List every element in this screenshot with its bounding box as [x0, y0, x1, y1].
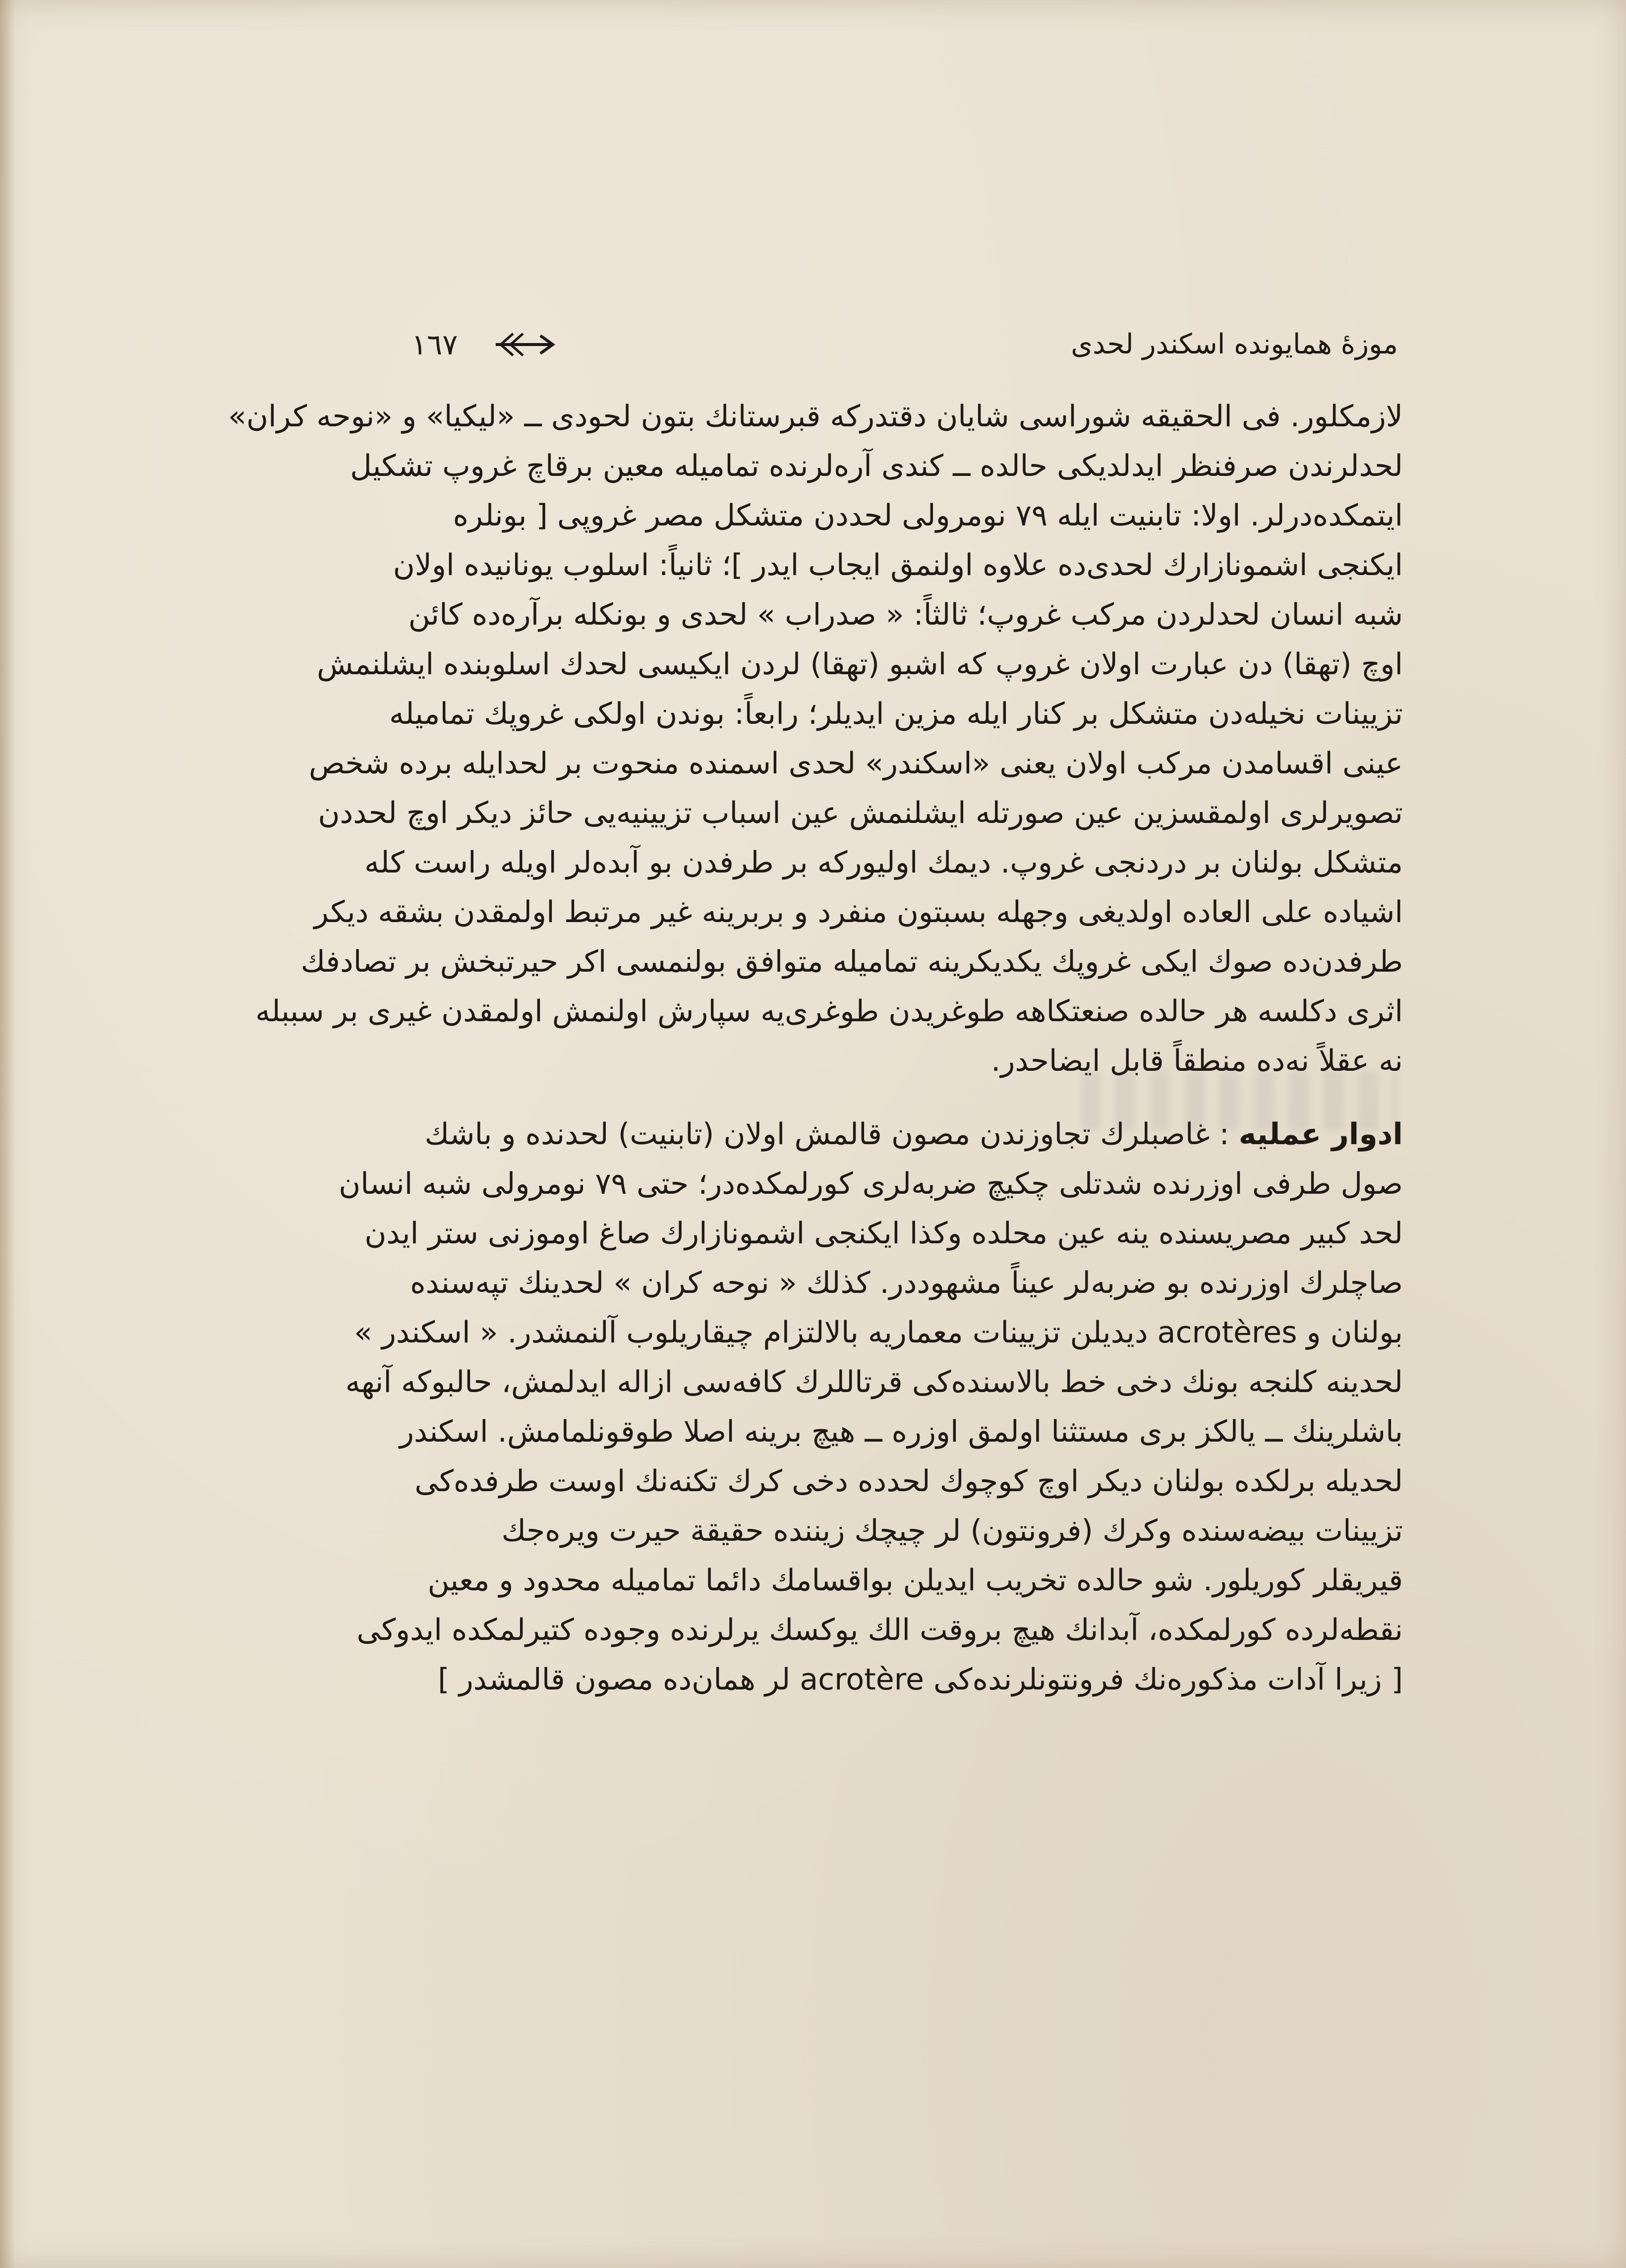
text-line: طرفدن‌ده صوك ايكى غروپك يكديكرينه تماميله متوافق بولنمسى اكر حيرتبخش بر تصادفك	[300, 944, 1403, 979]
text-line: لازمكلور. فى الحقيقه شوراسى شايان دقتدركه قبرستانك بتون لحودى ــ «ليكيا» و «نوحه كران»	[228, 399, 1403, 434]
text-line: شبه انسان لحدلردن مركب غروپ؛ ثالثاً: « صدراب » لحدى و بونكله برآره‌ده كائن	[408, 597, 1403, 632]
text-line: ايتمكده‌درلر. اولا: تابنيت ايله ٧٩ نومرولى لحددن متشكل مصر غروپى [ بونلره	[453, 498, 1403, 533]
text-line: نقطه‌لرده كورلمكده، آبدانك هيچ بروقت الك يوكسك يرلرنده وجوده كتيرلمكده ايدوكى	[356, 1613, 1403, 1647]
text-line: نه عقلاً نه‌ده منطقاً قابل ايضاحدر.	[991, 1044, 1403, 1078]
text-line: لحد كبير مصريسنده ينه عين محلده وكذا ايكنجى اشمونازارك صاغ اوموزنى ستر ايدن	[364, 1216, 1403, 1251]
arrow-ornament-icon	[491, 325, 560, 364]
paragraph-1	[228, 392, 1403, 1086]
text-line: قيريقلر كوريلور. شو حالده تخريب ايديلن بواقسامك دائما تماميله محدود و معين	[427, 1563, 1403, 1598]
text-line: [ زيرا آدات مذكوره‌نك فرونتونلرنده‌كى acrotère لر همان‌ده مصون قالمشدر ]	[438, 1662, 1403, 1697]
running-title: موزهٔ همايونده اسكندر لحدى	[1071, 328, 1398, 360]
text-line: تزيينات بيضه‌سنده وكرك (فرونتون) لر چيچك زيننده حقيقة حيرت ويره‌جك	[501, 1513, 1403, 1548]
text-line-rest: : غاصبلرك تجاوزندن مصون قالمش اولان (تابنيت) لحدنده و باشك	[424, 1117, 1229, 1152]
page-body	[228, 392, 1403, 1704]
page-header	[411, 325, 1398, 364]
text-line: بولنان و acrotères ديديلن تزيينات معماريه بالالتزام چيقاريلوب آلنمشدر. « اسكندر »	[354, 1315, 1403, 1350]
show-through-text	[1081, 1071, 1398, 1130]
paragraph-2	[339, 1109, 1403, 1704]
text-line: اوچ (تهقا) دن عبارت اولان غروپ كه اشبو (تهقا) لردن ايكيسى لحدك اسلوبنده ايشلنمش	[317, 647, 1403, 682]
text-line: صاچلرك اوزرنده بو ضربه‌لر عيناً مشهوددر. كذلك « نوحه كران » لحدينك تپه‌سنده	[410, 1266, 1403, 1300]
page-edge-shadow	[0, 0, 15, 2268]
page-number: ١٦٧	[411, 328, 458, 361]
text-line: لحدينه كلنجه بونك دخى خط بالاسنده‌كى قرتاللرك كافه‌سى ازاله ايدلمش، حالبوكه آنهه	[345, 1365, 1403, 1399]
text-line: ايكنجى اشمونازارك لحدى‌ده علاوه اولنمق ايجاب ايدر ]؛ ثانياً: اسلوب يونانيده اولان	[393, 548, 1403, 582]
text-line: صول طرفى اوزرنده شدتلى چكيچ ضربه‌لرى كورلمكده‌در؛ حتى ٧٩ نومرولى شبه انسان	[339, 1166, 1403, 1201]
text-line: متشكل بولنان بر دردنجى غروپ. ديمك اوليوركه بر طرفدن بو آبده‌لر اويله راست كله	[364, 845, 1403, 880]
text-line: باشلرينك ــ يالكز برى مستثنا اولمق اوزره ــ هيچ برينه اصلا طوقونلمامش. اسكندر	[400, 1414, 1403, 1449]
text-line: تزيينات نخيله‌دن متشكل بر كنار ايله مزين ايديلر؛ رابعاً: بوندن اولكى غروپك تماميله	[389, 697, 1403, 731]
paragraph-lead: ادوار عمليه	[1238, 1117, 1403, 1152]
text-line: اثرى دكلسه هر حالده صنعتكاهه طوغريدن طوغرى‌يه سپارش اولنمش اولمقدن غيرى بر سببله	[255, 994, 1403, 1029]
text-line: تصويرلرى اولمقسزين عين صورتله ايشلنمش عين اسباب تزيينيه‌يى حائز ديكر اوچ لحددن	[318, 796, 1403, 830]
text-line: لحديله برلكده بولنان ديكر اوچ كوچوك لحدده دخى كرك تكنه‌نك اوست طرفده‌كى	[414, 1464, 1403, 1499]
text-line: اشياده على العاده اولديغى وجهله بسبتون منفرد و بربرينه غير مرتبط اولمقدن بشقه ديكر	[314, 895, 1403, 930]
text-line: عينى اقسامدن مركب اولان يعنى «اسكندر» لحدى اسمنده منحوت بر لحدايله برده شخص	[309, 746, 1403, 781]
text-line: لحدلرندن صرفنظر ايدلديكى حالده ــ كندى آره‌لرنده تماميله معين برقاچ غروپ تشكيل	[350, 449, 1403, 483]
